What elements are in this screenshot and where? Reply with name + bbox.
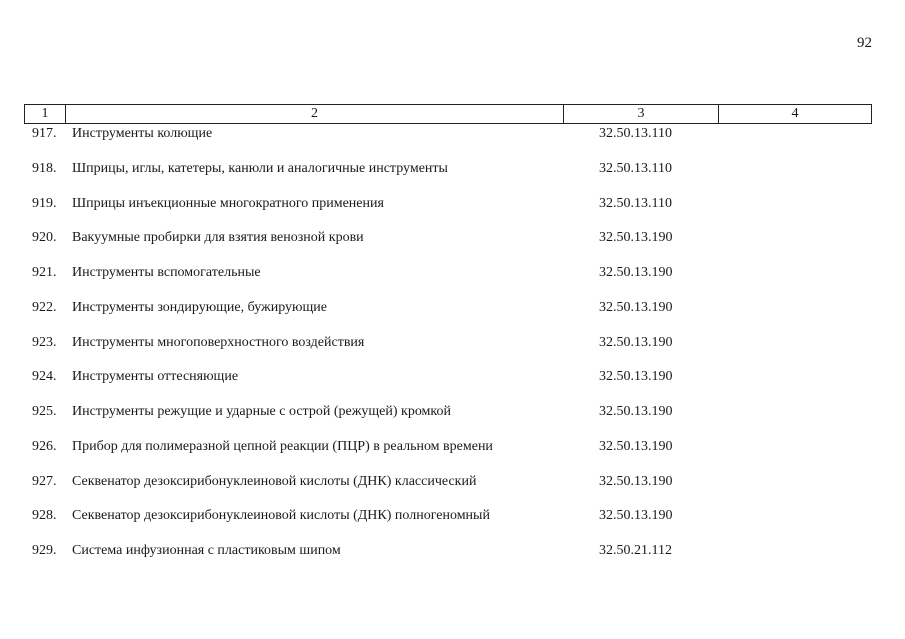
row-number: 920. [32, 230, 57, 246]
column-header-4: 4 [791, 106, 799, 121]
column-header-3: 3 [564, 105, 719, 123]
item-name: Шприцы, иглы, катетеры, канюли и аналогичные инструменты [72, 160, 448, 176]
column-header-2: 2 [66, 105, 564, 123]
item-code: 32.50.13.190 [599, 230, 673, 246]
item-name: Шприцы инъекционные многократного применения [72, 195, 384, 211]
item-name: Инструменты вспомогательные [72, 265, 261, 280]
item-name: Инструменты оттесняющие [72, 369, 239, 385]
item-name: Секвенатор дезоксирибонуклеиновой кислоты (ДНК) классический [72, 473, 477, 489]
table-row [24, 367, 872, 402]
table-row [24, 124, 872, 159]
item-name: Вакуумные пробирки для взятия венозной крови [72, 230, 364, 246]
table-row [24, 263, 872, 298]
item-name: Система инфузионная с пластиковым шипом [72, 543, 341, 558]
table-row [24, 159, 872, 194]
item-code: 32.50.13.190 [599, 299, 673, 315]
item-code: 32.50.13.110 [599, 126, 672, 141]
table-row [24, 194, 872, 229]
item-code: 32.50.13.190 [599, 404, 673, 419]
item-code: 32.50.13.190 [599, 473, 673, 489]
table-body [24, 124, 872, 576]
row-number: 928. [32, 508, 57, 524]
table-row [24, 333, 872, 368]
table-row [24, 472, 872, 507]
item-name: Инструменты колющие [72, 126, 213, 141]
row-number: 921. [32, 265, 57, 280]
table-row [24, 298, 872, 333]
table-row [24, 402, 872, 437]
item-code: 32.50.13.190 [599, 334, 673, 350]
row-number: 927. [32, 473, 57, 489]
item-code: 32.50.13.190 [599, 438, 673, 454]
table-row [24, 541, 872, 576]
table-header [24, 104, 872, 124]
item-code: 32.50.21.112 [599, 543, 672, 558]
item-code: 32.50.13.190 [599, 265, 673, 280]
table-row [24, 506, 872, 541]
column-header-1: 1 [25, 105, 66, 123]
item-code: 32.50.13.190 [599, 369, 673, 385]
item-code: 32.50.13.190 [599, 508, 673, 524]
item-name: Секвенатор дезоксирибонуклеиновой кислоты (ДНК) полногеномный [72, 508, 490, 524]
row-number: 929. [32, 543, 57, 558]
item-name: Инструменты режущие и ударные с острой (режущей) кромкой [72, 404, 451, 419]
row-number: 925. [32, 404, 57, 419]
row-number: 919. [32, 195, 57, 211]
row-number: 924. [32, 369, 57, 385]
item-code: 32.50.13.110 [599, 160, 672, 176]
row-number: 922. [32, 299, 57, 315]
item-name: Прибор для полимеразной цепной реакции (ПЦР) в реальном времени [72, 438, 493, 454]
table-row [24, 437, 872, 472]
item-name: Инструменты зондирующие, бужирующие [72, 299, 327, 315]
table-row [24, 228, 872, 263]
page-number: 92 [857, 35, 872, 51]
row-number: 926. [32, 438, 57, 454]
row-number: 923. [32, 334, 57, 350]
item-name: Инструменты многоповерхностного воздействия [72, 334, 365, 350]
item-code: 32.50.13.110 [599, 195, 672, 211]
row-number: 918. [32, 160, 57, 176]
row-number: 917. [32, 126, 57, 141]
